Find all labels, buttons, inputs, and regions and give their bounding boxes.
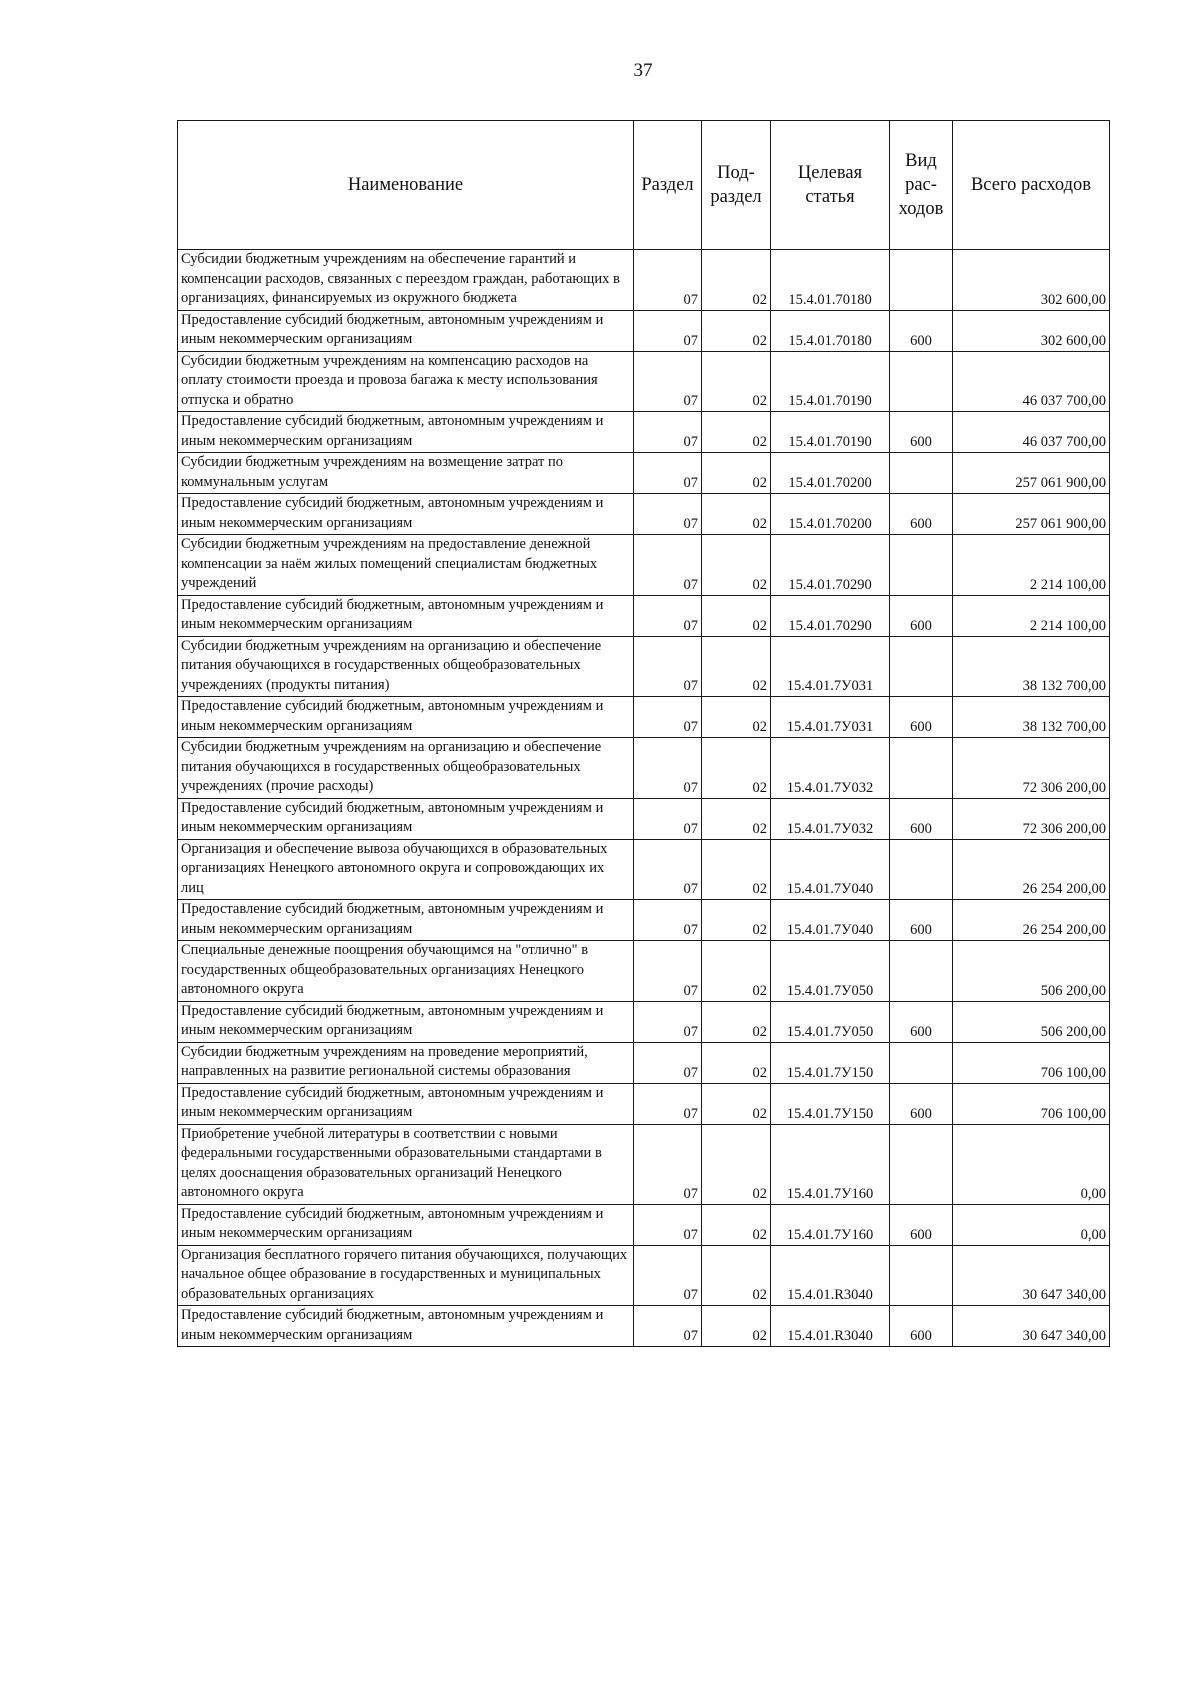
cell-subsection: 02 bbox=[702, 1204, 771, 1245]
cell-target: 15.4.01.7У150 bbox=[771, 1042, 890, 1083]
cell-section: 07 bbox=[634, 595, 702, 636]
cell-total: 302 600,00 bbox=[953, 310, 1110, 351]
cell-target: 15.4.01.70190 bbox=[771, 351, 890, 412]
cell-name: Приобретение учебной литературы в соответствии с новыми федеральными государственными образовательными стандартами в целях дооснащения образовательных организаций Ненецкого автономного округа bbox=[178, 1124, 634, 1204]
table-row bbox=[178, 1124, 1110, 1204]
cell-target: 15.4.01.70180 bbox=[771, 250, 890, 311]
cell-section: 07 bbox=[634, 1204, 702, 1245]
table-row bbox=[178, 453, 1110, 494]
cell-subsection: 02 bbox=[702, 412, 771, 453]
cell-target: 15.4.01.7У040 bbox=[771, 900, 890, 941]
cell-name: Предоставление субсидий бюджетным, автономным учреждениям и иным некоммерческим организациям bbox=[178, 494, 634, 535]
table-header-row bbox=[178, 121, 1110, 250]
table-row bbox=[178, 798, 1110, 839]
cell-name: Субсидии бюджетным учреждениям на возмещение затрат по коммунальным услугам bbox=[178, 453, 634, 494]
cell-section: 07 bbox=[634, 453, 702, 494]
cell-name: Субсидии бюджетным учреждениям на организацию и обеспечение питания обучающихся в государственных общеобразовательных учреждениях (прочие расходы) bbox=[178, 738, 634, 799]
cell-name: Предоставление субсидий бюджетным, автономным учреждениям и иным некоммерческим организациям bbox=[178, 900, 634, 941]
cell-subsection: 02 bbox=[702, 310, 771, 351]
header-total: Всего расходов bbox=[953, 121, 1110, 250]
table-row bbox=[178, 1001, 1110, 1042]
cell-total: 26 254 200,00 bbox=[953, 900, 1110, 941]
table-row bbox=[178, 250, 1110, 311]
cell-section: 07 bbox=[634, 697, 702, 738]
cell-kind: 600 bbox=[890, 697, 953, 738]
table-row bbox=[178, 738, 1110, 799]
cell-section: 07 bbox=[634, 900, 702, 941]
cell-target: 15.4.01.R3040 bbox=[771, 1245, 890, 1306]
cell-kind: 600 bbox=[890, 1001, 953, 1042]
table-row bbox=[178, 595, 1110, 636]
cell-total: 26 254 200,00 bbox=[953, 839, 1110, 900]
cell-kind bbox=[890, 535, 953, 596]
cell-total: 0,00 bbox=[953, 1204, 1110, 1245]
cell-kind bbox=[890, 250, 953, 311]
cell-total: 302 600,00 bbox=[953, 250, 1110, 311]
cell-name: Предоставление субсидий бюджетным, автономным учреждениям и иным некоммерческим организациям bbox=[178, 1001, 634, 1042]
cell-name: Предоставление субсидий бюджетным, автономным учреждениям и иным некоммерческим организациям bbox=[178, 1204, 634, 1245]
cell-section: 07 bbox=[634, 1306, 702, 1347]
cell-subsection: 02 bbox=[702, 697, 771, 738]
cell-kind: 600 bbox=[890, 1204, 953, 1245]
cell-subsection: 02 bbox=[702, 1001, 771, 1042]
cell-section: 07 bbox=[634, 250, 702, 311]
cell-section: 07 bbox=[634, 636, 702, 697]
cell-subsection: 02 bbox=[702, 595, 771, 636]
cell-subsection: 02 bbox=[702, 636, 771, 697]
cell-kind bbox=[890, 351, 953, 412]
header-section: Раздел bbox=[634, 121, 702, 250]
table-row bbox=[178, 697, 1110, 738]
cell-section: 07 bbox=[634, 1245, 702, 1306]
cell-target: 15.4.01.70180 bbox=[771, 310, 890, 351]
cell-section: 07 bbox=[634, 1001, 702, 1042]
table-row bbox=[178, 1042, 1110, 1083]
cell-name: Предоставление субсидий бюджетным, автономным учреждениям и иным некоммерческим организациям bbox=[178, 1083, 634, 1124]
table-row bbox=[178, 494, 1110, 535]
cell-name: Предоставление субсидий бюджетным, автономным учреждениям и иным некоммерческим организациям bbox=[178, 798, 634, 839]
cell-name: Предоставление субсидий бюджетным, автономным учреждениям и иным некоммерческим организациям bbox=[178, 595, 634, 636]
table-row bbox=[178, 636, 1110, 697]
cell-section: 07 bbox=[634, 412, 702, 453]
cell-name: Субсидии бюджетным учреждениям на проведение мероприятий, направленных на развитие региональной системы образования bbox=[178, 1042, 634, 1083]
cell-subsection: 02 bbox=[702, 798, 771, 839]
cell-section: 07 bbox=[634, 738, 702, 799]
cell-subsection: 02 bbox=[702, 535, 771, 596]
page-number: 37 bbox=[633, 60, 653, 81]
cell-total: 30 647 340,00 bbox=[953, 1306, 1110, 1347]
table-row bbox=[178, 351, 1110, 412]
cell-total: 38 132 700,00 bbox=[953, 636, 1110, 697]
cell-target: 15.4.01.7У032 bbox=[771, 798, 890, 839]
table-row bbox=[178, 412, 1110, 453]
cell-total: 0,00 bbox=[953, 1124, 1110, 1204]
cell-target: 15.4.01.70200 bbox=[771, 453, 890, 494]
cell-total: 72 306 200,00 bbox=[953, 738, 1110, 799]
table-row bbox=[178, 1204, 1110, 1245]
header-name: Наименование bbox=[178, 121, 634, 250]
cell-target: 15.4.01.7У050 bbox=[771, 941, 890, 1002]
cell-subsection: 02 bbox=[702, 839, 771, 900]
cell-target: 15.4.01.70290 bbox=[771, 595, 890, 636]
table-row bbox=[178, 535, 1110, 596]
cell-subsection: 02 bbox=[702, 738, 771, 799]
cell-kind: 600 bbox=[890, 1083, 953, 1124]
cell-subsection: 02 bbox=[702, 250, 771, 311]
cell-section: 07 bbox=[634, 310, 702, 351]
cell-kind: 600 bbox=[890, 412, 953, 453]
cell-target: 15.4.01.7У032 bbox=[771, 738, 890, 799]
cell-name: Субсидии бюджетным учреждениям на обеспечение гарантий и компенсации расходов, связанных с переездом граждан, работающих в организациях, финансируемых из окружного бюджета bbox=[178, 250, 634, 311]
cell-kind bbox=[890, 738, 953, 799]
budget-table bbox=[177, 120, 1110, 1347]
cell-total: 706 100,00 bbox=[953, 1042, 1110, 1083]
cell-total: 46 037 700,00 bbox=[953, 412, 1110, 453]
cell-subsection: 02 bbox=[702, 494, 771, 535]
cell-name: Специальные денежные поощрения обучающимся на "отлично" в государственных общеобразовательных организациях Ненецкого автономного округа bbox=[178, 941, 634, 1002]
table-row bbox=[178, 941, 1110, 1002]
cell-section: 07 bbox=[634, 839, 702, 900]
table-row bbox=[178, 1083, 1110, 1124]
cell-subsection: 02 bbox=[702, 1245, 771, 1306]
cell-name: Предоставление субсидий бюджетным, автономным учреждениям и иным некоммерческим организациям bbox=[178, 697, 634, 738]
cell-target: 15.4.01.R3040 bbox=[771, 1306, 890, 1347]
header-subsection: Под- раздел bbox=[702, 121, 771, 250]
table-row bbox=[178, 839, 1110, 900]
cell-kind bbox=[890, 839, 953, 900]
cell-target: 15.4.01.70290 bbox=[771, 535, 890, 596]
cell-kind: 600 bbox=[890, 798, 953, 839]
cell-subsection: 02 bbox=[702, 351, 771, 412]
cell-name: Предоставление субсидий бюджетным, автономным учреждениям и иным некоммерческим организациям bbox=[178, 1306, 634, 1347]
cell-target: 15.4.01.70200 bbox=[771, 494, 890, 535]
cell-total: 30 647 340,00 bbox=[953, 1245, 1110, 1306]
cell-target: 15.4.01.7У031 bbox=[771, 697, 890, 738]
cell-section: 07 bbox=[634, 941, 702, 1002]
table-row bbox=[178, 1245, 1110, 1306]
cell-section: 07 bbox=[634, 494, 702, 535]
cell-kind bbox=[890, 636, 953, 697]
header-kind: Вид рас- ходов bbox=[890, 121, 953, 250]
cell-section: 07 bbox=[634, 1042, 702, 1083]
cell-total: 706 100,00 bbox=[953, 1083, 1110, 1124]
cell-kind bbox=[890, 1245, 953, 1306]
cell-name: Организация бесплатного горячего питания обучающихся, получающих начальное общее образование в государственных и муниципальных образовательных организациях bbox=[178, 1245, 634, 1306]
cell-total: 506 200,00 bbox=[953, 1001, 1110, 1042]
cell-total: 2 214 100,00 bbox=[953, 595, 1110, 636]
cell-kind: 600 bbox=[890, 494, 953, 535]
cell-section: 07 bbox=[634, 1083, 702, 1124]
cell-kind: 600 bbox=[890, 1306, 953, 1347]
cell-section: 07 bbox=[634, 1124, 702, 1204]
cell-name: Субсидии бюджетным учреждениям на компенсацию расходов на оплату стоимости проезда и провоза багажа к месту использования отпуска и обратно bbox=[178, 351, 634, 412]
table-row bbox=[178, 1306, 1110, 1347]
cell-total: 72 306 200,00 bbox=[953, 798, 1110, 839]
cell-subsection: 02 bbox=[702, 1083, 771, 1124]
cell-target: 15.4.01.7У040 bbox=[771, 839, 890, 900]
cell-kind: 600 bbox=[890, 595, 953, 636]
header-target: Целевая статья bbox=[771, 121, 890, 250]
cell-name: Субсидии бюджетным учреждениям на организацию и обеспечение питания обучающихся в государственных общеобразовательных учреждениях (продукты питания) bbox=[178, 636, 634, 697]
cell-total: 506 200,00 bbox=[953, 941, 1110, 1002]
cell-name: Предоставление субсидий бюджетным, автономным учреждениям и иным некоммерческим организациям bbox=[178, 412, 634, 453]
cell-section: 07 bbox=[634, 351, 702, 412]
cell-target: 15.4.01.7У160 bbox=[771, 1124, 890, 1204]
cell-target: 15.4.01.7У031 bbox=[771, 636, 890, 697]
cell-subsection: 02 bbox=[702, 453, 771, 494]
cell-name: Организация и обеспечение вывоза обучающихся в образовательных организациях Ненецкого автономного округа и сопровождающих их лиц bbox=[178, 839, 634, 900]
cell-subsection: 02 bbox=[702, 1042, 771, 1083]
cell-kind bbox=[890, 941, 953, 1002]
cell-target: 15.4.01.70190 bbox=[771, 412, 890, 453]
cell-total: 46 037 700,00 bbox=[953, 351, 1110, 412]
cell-section: 07 bbox=[634, 535, 702, 596]
cell-name: Субсидии бюджетным учреждениям на предоставление денежной компенсации за наём жилых помещений специалистам бюджетных учреждений bbox=[178, 535, 634, 596]
cell-total: 38 132 700,00 bbox=[953, 697, 1110, 738]
cell-kind: 600 bbox=[890, 900, 953, 941]
cell-target: 15.4.01.7У150 bbox=[771, 1083, 890, 1124]
cell-total: 257 061 900,00 bbox=[953, 453, 1110, 494]
cell-kind bbox=[890, 453, 953, 494]
cell-kind bbox=[890, 1124, 953, 1204]
cell-total: 2 214 100,00 bbox=[953, 535, 1110, 596]
cell-name: Предоставление субсидий бюджетным, автономным учреждениям и иным некоммерческим организациям bbox=[178, 310, 634, 351]
table-row bbox=[178, 900, 1110, 941]
cell-section: 07 bbox=[634, 798, 702, 839]
cell-subsection: 02 bbox=[702, 900, 771, 941]
cell-kind: 600 bbox=[890, 310, 953, 351]
cell-total: 257 061 900,00 bbox=[953, 494, 1110, 535]
cell-subsection: 02 bbox=[702, 941, 771, 1002]
cell-subsection: 02 bbox=[702, 1306, 771, 1347]
cell-target: 15.4.01.7У160 bbox=[771, 1204, 890, 1245]
table-row bbox=[178, 310, 1110, 351]
cell-kind bbox=[890, 1042, 953, 1083]
cell-target: 15.4.01.7У050 bbox=[771, 1001, 890, 1042]
cell-subsection: 02 bbox=[702, 1124, 771, 1204]
